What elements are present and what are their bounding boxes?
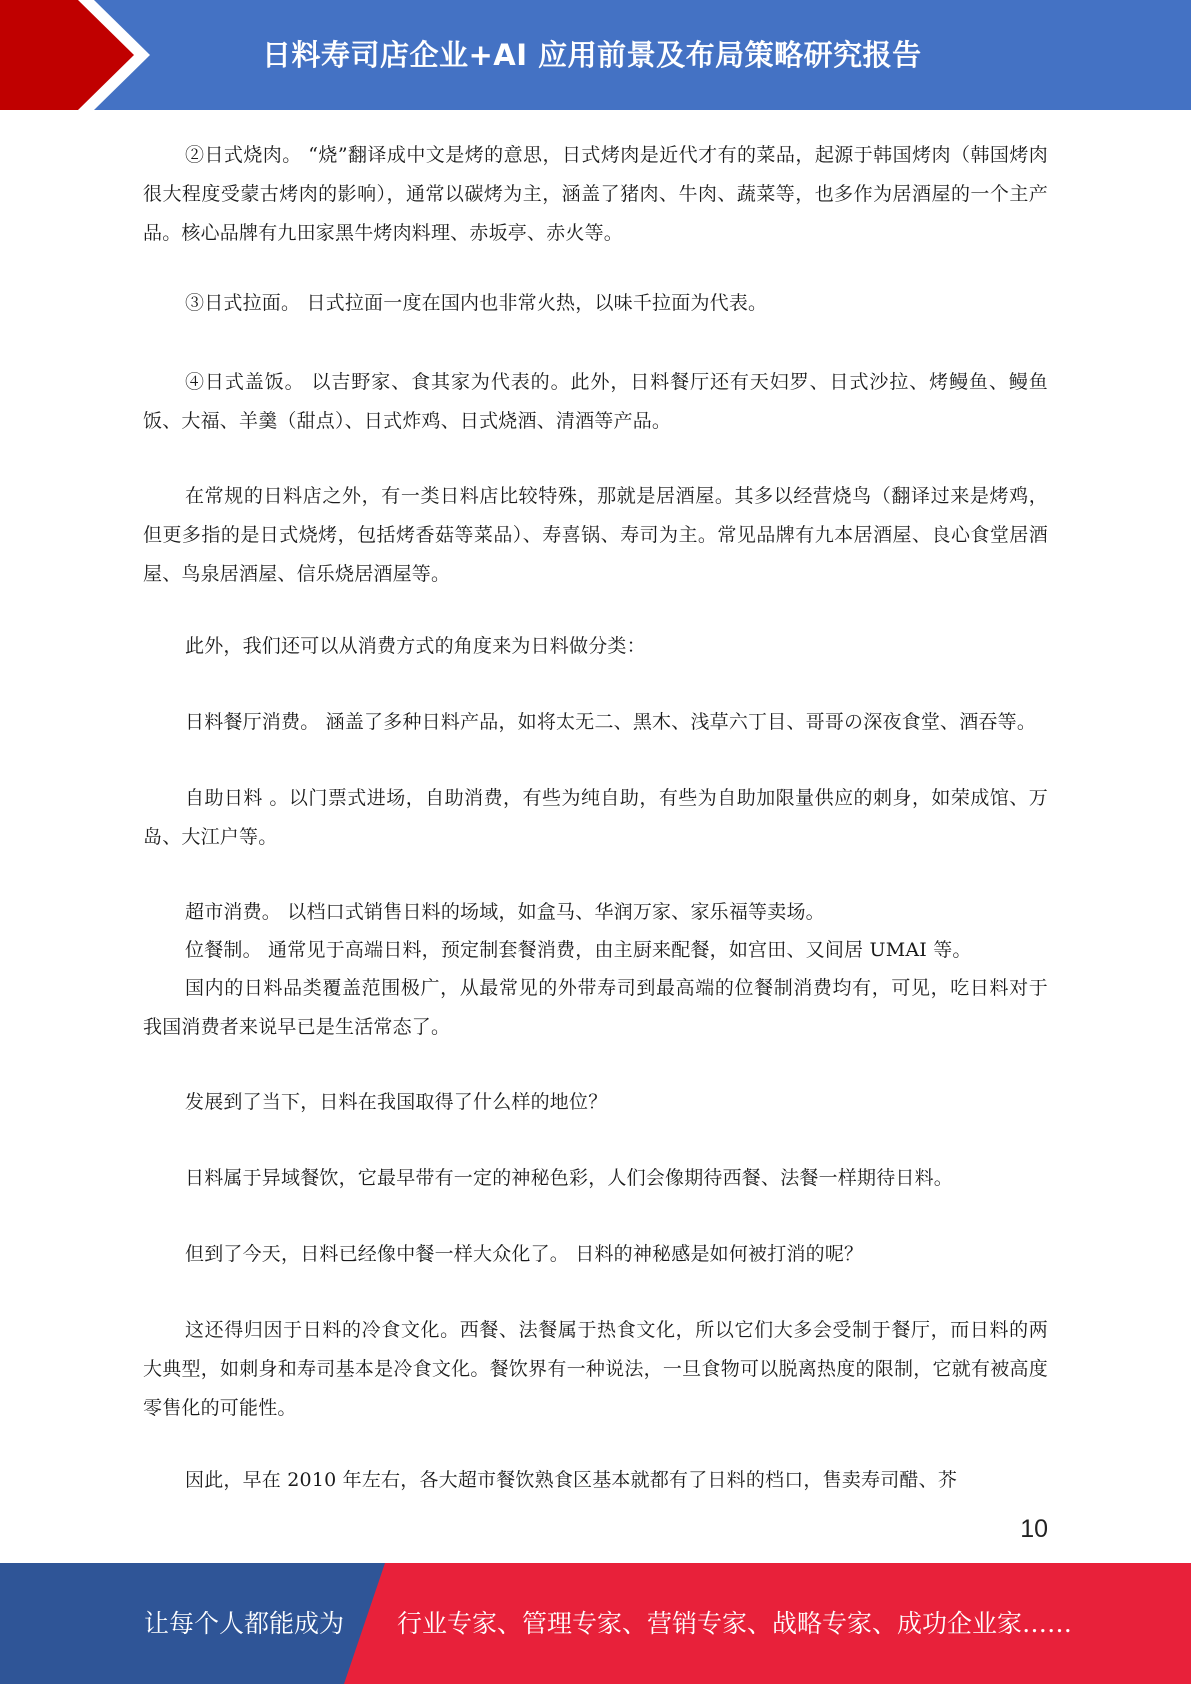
paragraph-coverage: 国内的日料品类覆盖范围极广，从最常见的外带寿司到最高端的位餐制消费均有，可见，吃日料对于我国消费者来说早已是生活常态了。 — [143, 977, 1048, 1038]
page-number: 10 — [1020, 1515, 1048, 1543]
paragraph-2010: 因此，早在 2010 年左右，各大超市餐饮熟食区基本就都有了日料的档口，售卖寿司醋、芥 — [185, 1469, 958, 1491]
paragraph-consumption-intro: 此外，我们还可以从消费方式的角度来为日料做分类： — [185, 635, 646, 657]
page-header — [0, 0, 1191, 110]
paragraph-buffet: 自助日料 。以门票式进场，自助消费，有些为纯自助，有些为自助加限量供应的刺身，如荣成馆、万岛、大江户等。 — [143, 787, 1048, 848]
paragraph-supermarket: 超市消费。 以档口式销售日料的场域，如盒马、华润万家、家乐福等卖场。 — [185, 901, 825, 923]
report-title: 日料寿司店企业+AI 应用前景及布局策略研究报告 — [262, 38, 922, 72]
footer-slogan-right: 行业专家、管理专家、营销专家、战略专家、成功企业家…… — [397, 1609, 1073, 1638]
paragraph-popularized: 但到了今天，日料已经像中餐一样大众化了。 日料的神秘感是如何被打消的呢？ — [185, 1243, 864, 1265]
paragraph-japanese-ramen: ③日式拉面。 日式拉面一度在国内也非常火热，以味千拉面为代表。 — [185, 292, 768, 314]
paragraph-japanese-bbq: ②日式烧肉。 “烧”翻译成中文是烤的意思，日式烤肉是近代才有的菜品，起源于韩国烤肉（韩国烤肉很大程度受蒙古烤肉的影响），通常以碳烤为主，涵盖了猪肉、牛肉、蔬菜等，也多作为居酒屋的一个主产品。核心品牌有九田家黑牛烤肉料理、赤坂亭、赤火等。 — [143, 144, 1048, 244]
paragraph-izakaya: 在常规的日料店之外，有一类日料店比较特殊，那就是居酒屋。其多以经营烧鸟（翻译过来是烤鸡，但更多指的是日式烧烤，包括烤香菇等菜品）、寿喜锅、寿司为主。常见品牌有九本居酒屋、良心食堂居酒屋、鸟泉居酒屋、信乐烧居酒屋等。 — [143, 485, 1048, 585]
footer-slogan-left: 让每个人都能成为 — [144, 1609, 345, 1638]
page-footer — [0, 1563, 1191, 1684]
paragraph-japanese-rice-bowl: ④日式盖饭。 以吉野家、食其家为代表的。此外，日料餐厅还有天妇罗、日式沙拉、烤鳗鱼、鳗鱼饭、大福、羊羹（甜点）、日式炸鸡、日式烧酒、清酒等产品。 — [143, 371, 1048, 432]
paragraph-exotic: 日料属于异域餐饮，它最早带有一定的神秘色彩，人们会像期待西餐、法餐一样期待日料。 — [185, 1167, 954, 1189]
paragraph-omakase: 位餐制。 通常见于高端日料，预定制套餐消费，由主厨来配餐，如宫田、又间居 UMAI 等。 — [185, 939, 972, 961]
paragraph-restaurant-consumption: 日料餐厅消费。 涵盖了多种日料产品，如将太无二、黑木、浅草六丁目、哥哥の深夜食堂、酒吞等。 — [185, 711, 1037, 733]
paragraph-status-question: 发展到了当下，日料在我国取得了什么样的地位？ — [185, 1091, 608, 1113]
paragraph-cold-food: 这还得归因于日料的冷食文化。西餐、法餐属于热食文化，所以它们大多会受制于餐厅，而日料的两大典型，如刺身和寿司基本是冷食文化。餐饮界有一种说法，一旦食物可以脱离热度的限制，它就有被高度零售化的可能性。 — [143, 1319, 1048, 1419]
